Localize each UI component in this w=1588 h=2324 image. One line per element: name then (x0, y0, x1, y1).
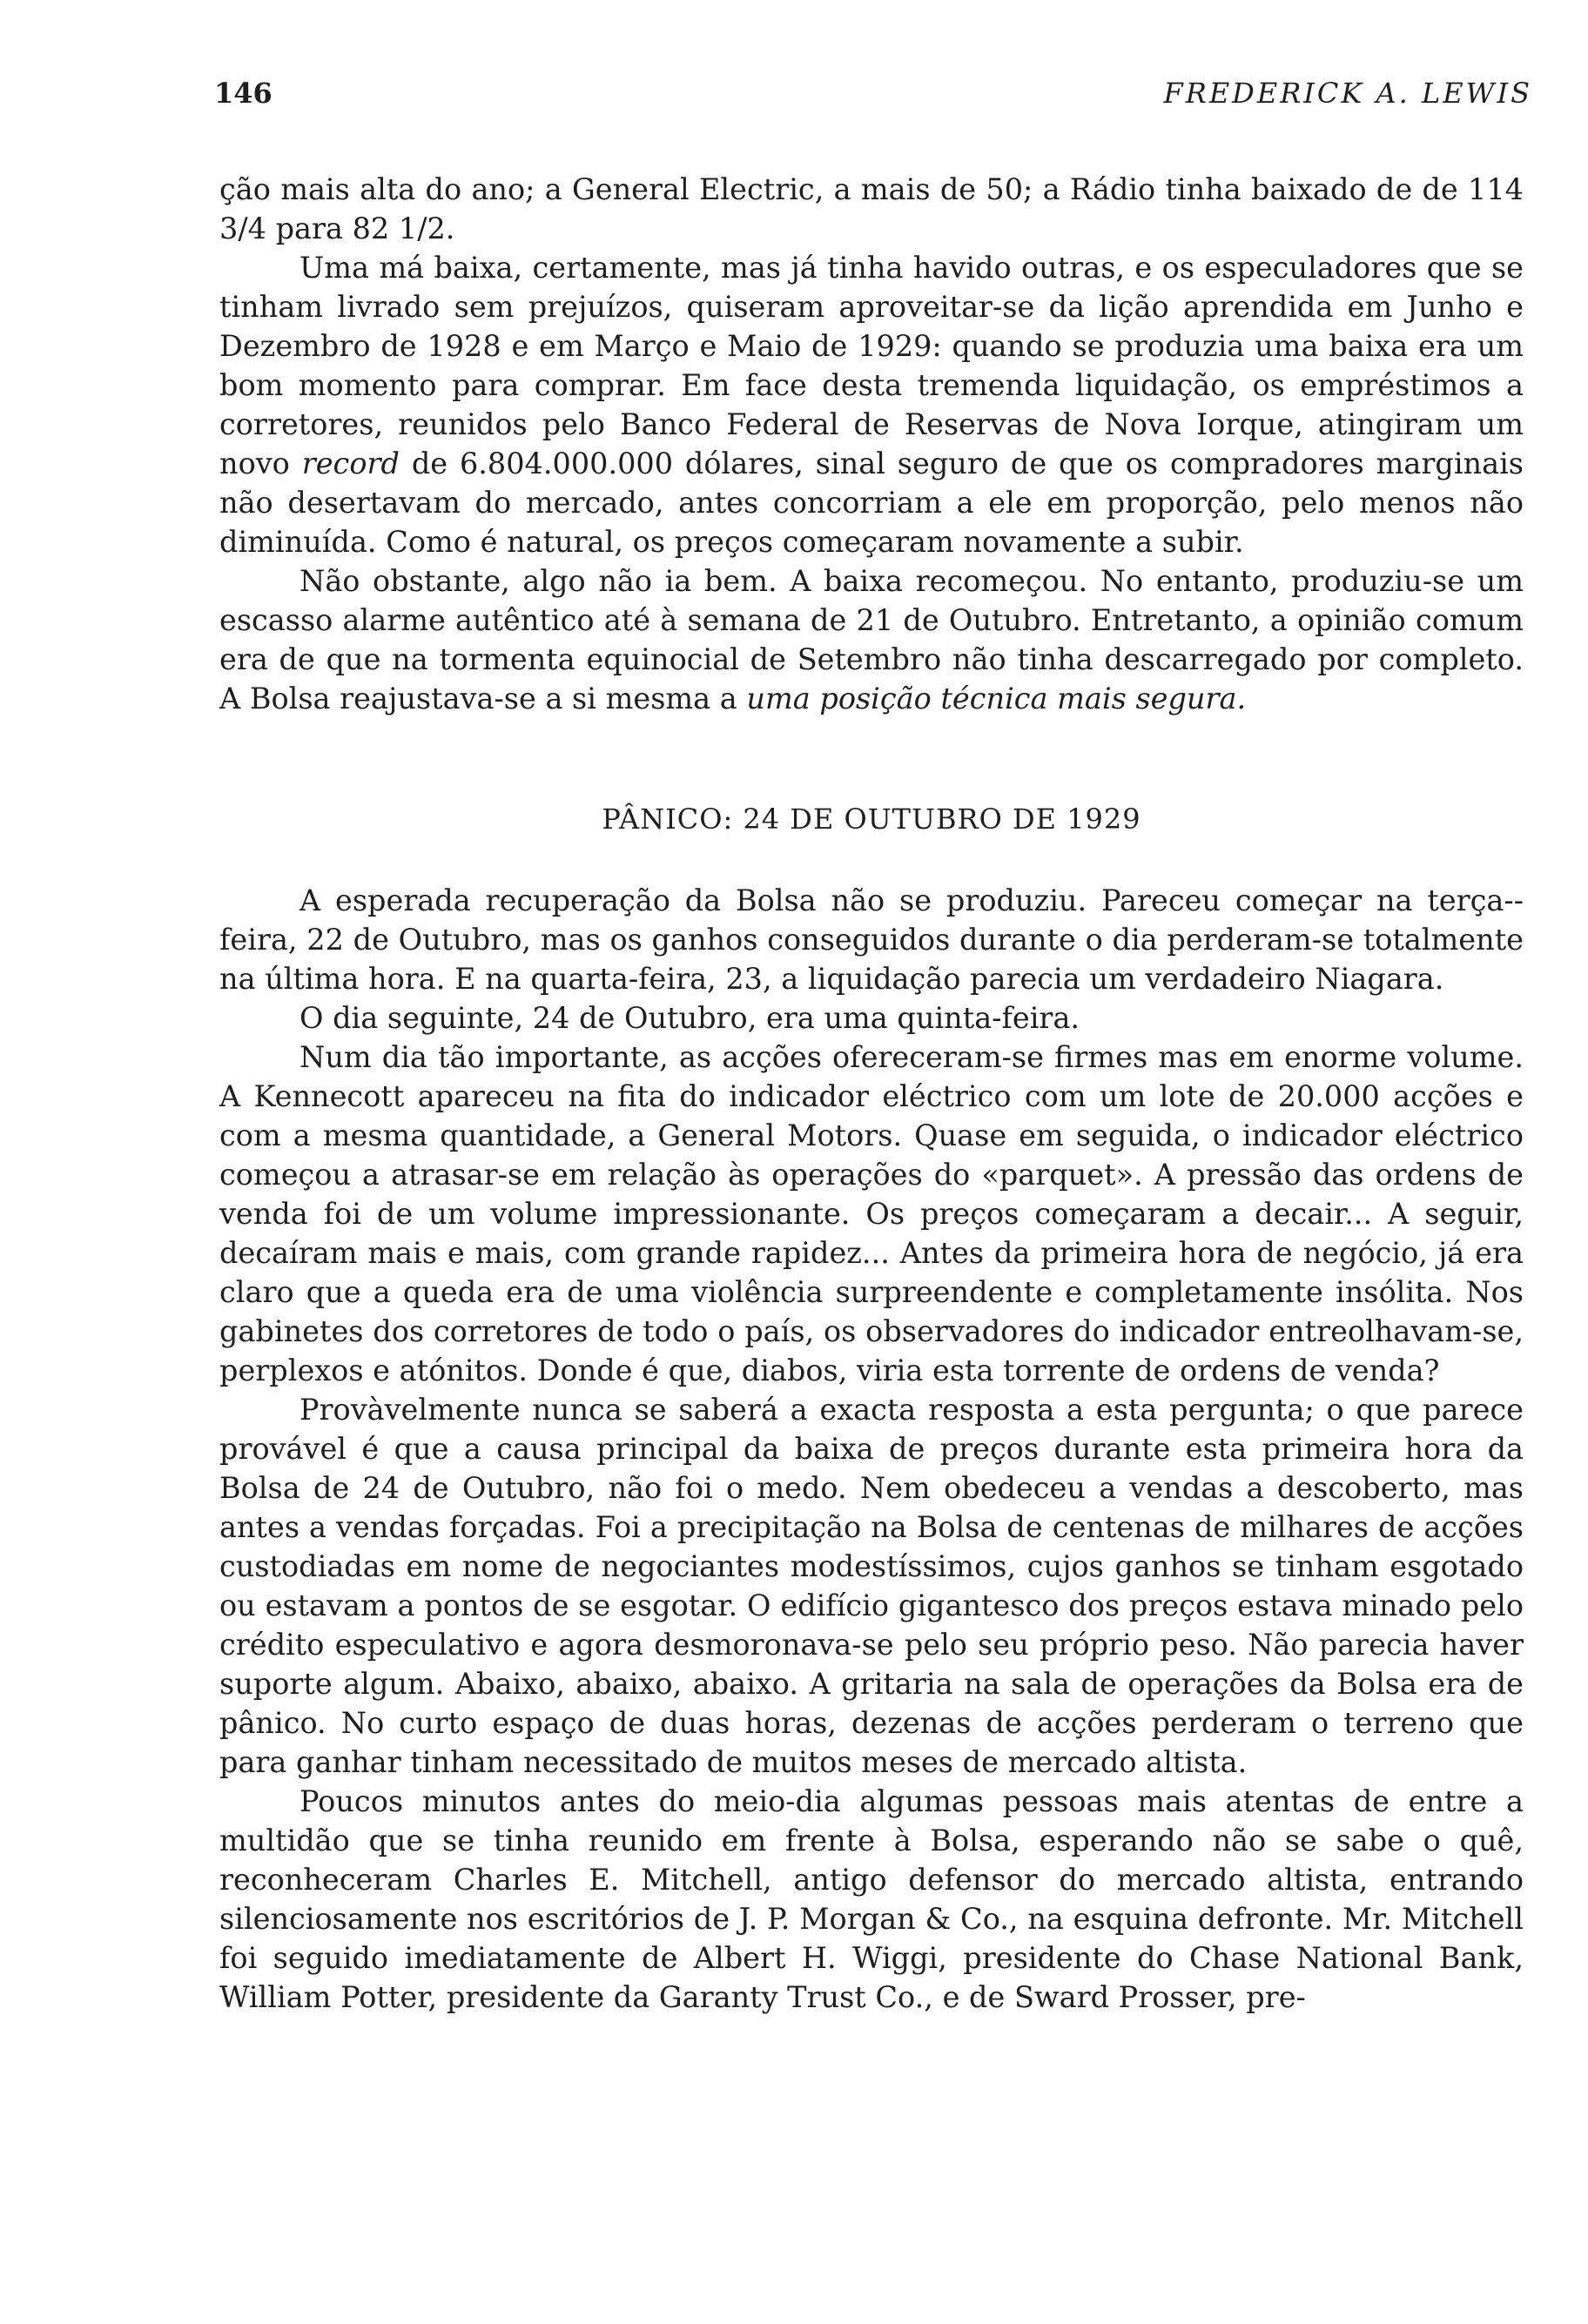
paragraph: A esperada recuperação da Bolsa não se produziu. Pareceu começar na terça--feira, 22 de Outubro, mas os ganhos conseguidos durante o dia perderam-se totalmente na última hora. E na quarta-feira, 23, a liquidação parecia um verdadeiro Niagara. (219, 883, 1524, 996)
paragraph-continuation: ção mais alta do ano; a General Electric, a mais de 50; a Rádio tinha baixado de de 114 3/4 para 82 1/2. (219, 172, 1524, 245)
running-head (214, 71, 1532, 115)
italic-run: uma posição técnica mais segura. (746, 682, 1247, 715)
text-block-before-heading (219, 170, 1524, 718)
paragraph: O dia seguinte, 24 de Outubro, era uma quinta-feira. (299, 1001, 1080, 1035)
italic-run: record (301, 447, 400, 480)
page-number: 146 (214, 77, 273, 110)
paragraph: Uma má baixa, certamente, mas já tinha havido outras, e os especuladores que se tinham livrado sem prejuízos, quiseram aproveitar-se da lição aprendida em Junho e Dezembro de 1928 e em Março e Maio de 1929: quando se produzia uma baixa era um bom momento para comprar. Em face desta tremenda liquidação, os empréstimos a corretores, reunidos pelo Banco Federal de Reservas de Nova Iorque, atingiram um novo record de 6.804.000.000 dólares, sinal seguro de que os compradores marginais não desertavam do mercado, antes concorriam a ele em proporção, pelo menos não diminuída. Como é natural, os preços começaram novamente a subir. (219, 251, 1524, 559)
paragraph: Poucos minutos antes do meio-dia algumas pessoas mais atentas de entre a multidão que se tinha reunido em frente à Bolsa, esperando não se sabe o quê, reconheceram Charles E. Mitchell, antigo defensor do mercado altista, entrando silenciosamente nos escritórios de J. P. Morgan & Co., na esquina defronte. Mr. Mitchell foi seguido imediatamente de Albert H. Wiggi, presidente do Chase National Bank, William Potter, presidente da Garanty Trust Co., e de Sward Prosser, pre- (219, 1784, 1524, 2014)
paragraph: Num dia tão importante, as acções ofereceram-se firmes mas em enorme volume. A Kennecott apareceu na fita do indicador eléctrico com um lote de 20.000 acções e com a mesma quantidade, a General Motors. Quase em seguida, o indicador eléctrico começou a atrasar-se em relação às operações do «parquet». A pressão das ordens de venda foi de um volume impressionante. Os preços começaram a decair... A seguir, decaíram mais e mais, com grande rapidez... Antes da primeira hora de negócio, já era claro que a queda era de uma violência surpreendente e completamente insólita. Nos gabinetes dos corretores de todo o país, os observadores do indicador entreolhavam-se, perplexos e atónitos. Donde é que, diabos, viria esta torrente de ordens de venda? (219, 1040, 1524, 1387)
paragraph: Provàvelmente nunca se saberá a exacta resposta a esta pergunta; o que parece provável é que a causa principal da baixa de preços durante esta primeira hora da Bolsa de 24 de Outubro, não foi o medo. Nem obedeceu a vendas a descoberto, mas antes a vendas forçadas. Foi a precipitação na Bolsa de centenas de milhares de acções custodiadas em nome de negociantes modestíssimos, cujos ganhos se tinham esgotado ou estavam a pontos de se esgotar. O edifício gigantesco dos preços estava minado pelo crédito especulativo e agora desmoronava-se pelo seu próprio peso. Não parecia haver suporte algum. Abaixo, abaixo, abaixo. A gritaria na sala de operações da Bolsa era de pânico. No curto espaço de duas horas, dezenas de acções perderam o terreno que para ganhar tinham necessitado de muitos meses de mercado altista. (219, 1393, 1524, 1779)
section-heading: PÂNICO: 24 DE OUTUBRO DE 1929 (602, 803, 1141, 836)
text-block-after-heading (219, 881, 1524, 2017)
paragraph: Não obstante, algo não ia bem. A baixa recomeçou. No entanto, produziu-se um escasso alarme autêntico até à semana de 21 de Outubro. Entretanto, a opinião comum era de que na tormenta equinocial de Setembro não tinha descarregado por completo. A Bolsa reajustava-se a si mesma a uma posição técnica mais segura. (219, 564, 1524, 715)
running-title: FREDERICK A. LEWIS (1163, 77, 1532, 110)
